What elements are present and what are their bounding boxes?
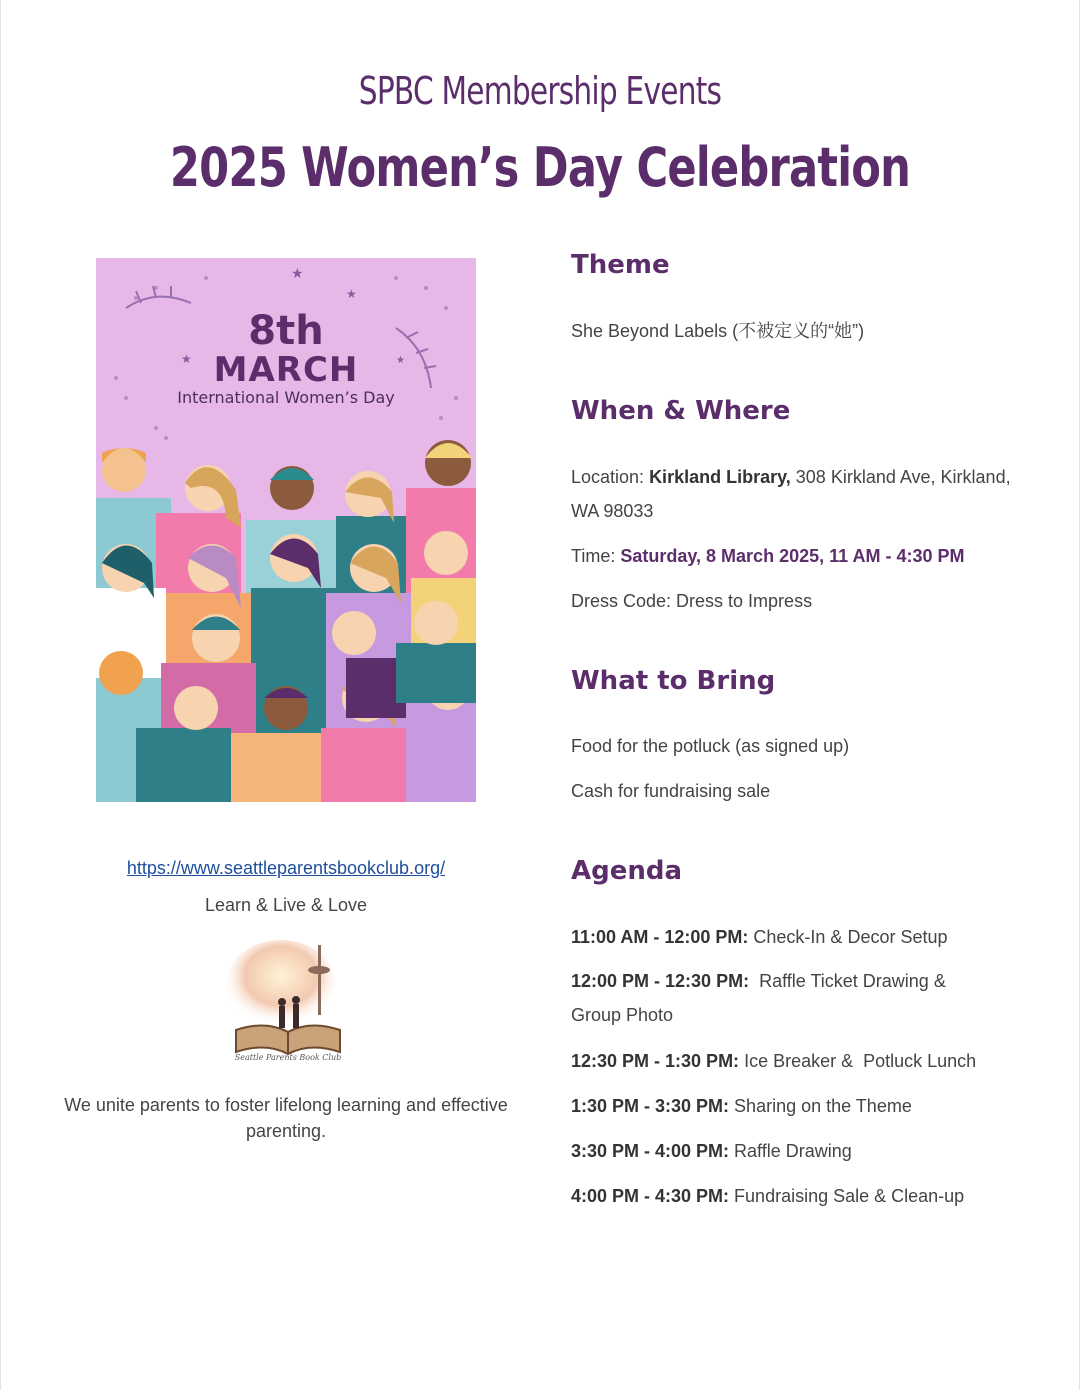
when-where-heading: When & Where: [571, 396, 791, 426]
logo-graphic: [226, 940, 350, 1070]
agenda-activity: Raffle Ticket Drawing & Group Photo: [571, 971, 951, 1025]
poster-date-day: 8th: [248, 308, 324, 354]
website-link[interactable]: https://www.seattleparentsbookclub.org/: [126, 858, 446, 878]
agenda-item: [571, 920, 1041, 954]
time-line: [571, 539, 1041, 573]
agenda-heading: Agenda: [571, 856, 683, 886]
theme-text: She Beyond Labels (不被定义的“她”): [571, 321, 865, 341]
agenda-item: [571, 1179, 1041, 1213]
mission-statement: We unite parents to foster lifelong learning and effective parenting.: [64, 1095, 508, 1141]
agenda-time: 11:00 AM - 12:00 PM:: [571, 927, 749, 947]
svg-text:★: ★: [396, 355, 405, 366]
svg-text:★: ★: [346, 287, 357, 301]
agenda-item: [571, 1044, 1041, 1078]
svg-text:★: ★: [291, 265, 304, 281]
agenda-time: 4:00 PM - 4:30 PM:: [571, 1186, 730, 1206]
location-name: Kirkland Library,: [649, 467, 791, 487]
bring-item: Cash for fundraising sale: [571, 781, 771, 801]
dress-code: Dress Code: Dress to Impress: [571, 591, 813, 611]
agenda-activity: Raffle Drawing: [729, 1141, 852, 1161]
motto: Learn & Live & Love: [204, 895, 368, 915]
agenda-activity: Ice Breaker & Potluck Lunch: [739, 1051, 977, 1071]
time-value: Saturday, 8 March 2025, 11 AM - 4:30 PM: [620, 546, 965, 566]
agenda-item: [571, 964, 991, 1032]
agenda-activity: Fundraising Sale & Clean-up: [729, 1186, 965, 1206]
agenda-activity: Sharing on the Theme: [729, 1096, 912, 1116]
page-subtitle: SPBC Membership Events: [358, 69, 722, 113]
page-title: 2025 Women’s Day Celebration: [169, 136, 911, 199]
theme-heading: Theme: [571, 250, 670, 280]
page-edge-left: [0, 0, 1, 1390]
agenda-activity: Check-In & Decor Setup: [748, 927, 948, 947]
location-line: [571, 460, 1041, 528]
agenda-time: 3:30 PM - 4:00 PM:: [571, 1141, 730, 1161]
location-label: Location:: [571, 467, 650, 487]
poster-date-month: MARCH: [213, 350, 359, 390]
agenda-item: [571, 1134, 1041, 1168]
svg-text:★: ★: [181, 352, 192, 366]
agenda-time: 12:00 PM - 12:30 PM:: [571, 971, 750, 991]
location-address: 308 Kirkland Ave, Kirkland, WA 98033: [571, 467, 1011, 521]
header: [0, 62, 1080, 208]
bring-item: Food for the potluck (as signed up): [571, 736, 850, 756]
agenda-item: [571, 1089, 1041, 1123]
what-to-bring-heading: What to Bring: [571, 666, 776, 696]
poster-caption: International Women’s Day: [177, 388, 395, 407]
book-club-logo: [226, 940, 350, 1070]
time-label: Time:: [571, 546, 621, 566]
logo-caption: Seattle Parents Book Club: [234, 1053, 342, 1062]
womens-day-poster: [96, 258, 476, 802]
agenda-time: 1:30 PM - 3:30 PM:: [571, 1096, 730, 1116]
agenda-time: 12:30 PM - 1:30 PM:: [571, 1051, 740, 1071]
